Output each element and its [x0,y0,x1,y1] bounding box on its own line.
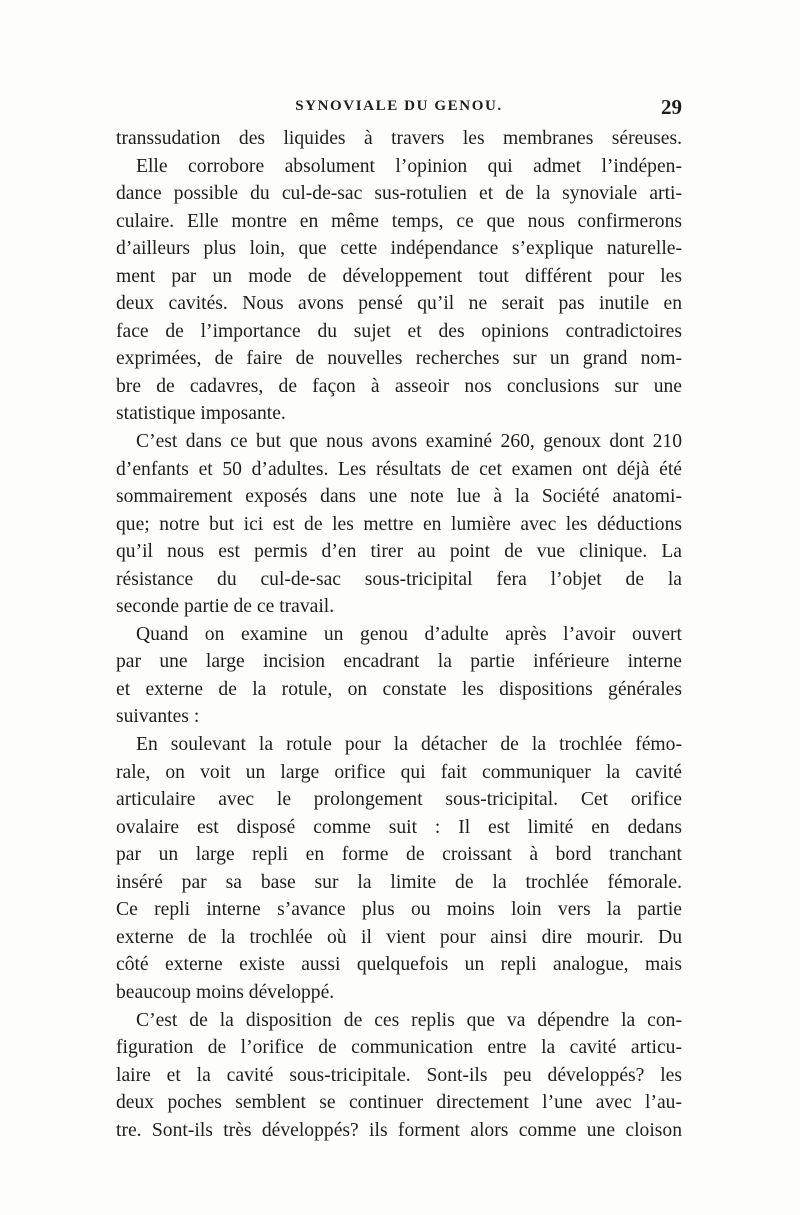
text-line: d’ailleurs plus loin, que cette indépendance s’explique naturelle- [116,238,682,260]
text-line: Quand on examine un genou d’adulte après l’avoir ouvert [136,623,682,645]
text-line: suivantes : [116,706,200,728]
text-line: ment par un mode de développement tout différent pour les [116,265,682,287]
text-line: par un large repli en forme de croissant à bord tranchant [116,844,682,866]
text-line: beaucoup moins développé. [116,981,335,1003]
text-line: C’est de la disposition de ces replis que va dépendre la con- [136,1009,682,1031]
text-line: côté externe existe aussi quelquefois un repli analogue, mais [116,954,682,976]
text-line: face de l’importance du sujet et des opinions contradictoires [116,320,682,342]
text-line: seconde partie de ce travail. [116,596,335,618]
text-line: En soulevant la rotule pour la détacher de la trochlée fémo- [136,734,682,756]
text-line: culaire. Elle montre en même temps, ce que nous confirmerons [116,210,682,232]
text-line: qu’il nous est permis d’en tirer au point de vue clinique. La [116,541,682,563]
text-line: figuration de l’orifice de communication entre la cavité articu- [116,1037,682,1059]
text-line: tre. Sont-ils très développés? ils forment alors comme une cloison [116,1119,682,1141]
text-line: ovalaire est disposé comme suit : Il est limité en dedans [116,816,682,838]
text-line: deux poches semblent se continuer directement l’une avec l’au- [116,1092,682,1114]
text-line: Ce repli interne s’avance plus ou moins loin vers la partie [116,899,682,921]
text-line: et externe de la rotule, on constate les dispositions générales [116,678,682,700]
page-number: 29 [661,95,682,119]
text-line: d’enfants et 50 d’adultes. Les résultats de cet examen ont déjà été [116,458,682,480]
text-line: résistance du cul-de-sac sous-tricipital fera l’objet de la [116,568,682,590]
text-line: deux cavités. Nous avons pensé qu’il ne serait pas inutile en [116,293,682,315]
body-text [116,125,682,1144]
text-line: C’est dans ce but que nous avons examiné 260, genoux dont 210 [136,431,682,453]
text-line: statistique imposante. [116,403,286,425]
text-line: que; notre but ici est de les mettre en lumière avec les déductions [116,513,682,535]
text-line: rale, on voit un large orifice qui fait communiquer la cavité [116,761,682,783]
text-line: articulaire avec le prolongement sous-tricipital. Cet orifice [116,789,682,811]
text-line: inséré par sa base sur la limite de la trochlée fémorale. [116,871,682,893]
text-line: sommairement exposés dans une note lue à la Société anatomi- [116,486,682,508]
text-line: par une large incision encadrant la partie inférieure interne [116,651,682,673]
text-line: Elle corrobore absolument l’opinion qui admet l’indépen- [136,155,682,177]
text-line: externe de la trochlée où il vient pour ainsi dire mourir. Du [116,926,682,948]
text-line: transsudation des liquides à travers les membranes séreuses. [116,128,682,149]
page-header [116,96,682,124]
text-line: bre de cadavres, de façon à asseoir nos conclusions sur une [116,375,682,397]
text-line: laire et la cavité sous-tricipitale. Sont-ils peu développés? les [116,1064,682,1086]
text-line: exprimées, de faire de nouvelles recherches sur un grand nom- [116,348,682,370]
text-line: dance possible du cul-de-sac sus-rotulien et de la synoviale arti- [116,183,682,205]
running-title: SYNOVIALE DU GENOU. [295,98,503,114]
